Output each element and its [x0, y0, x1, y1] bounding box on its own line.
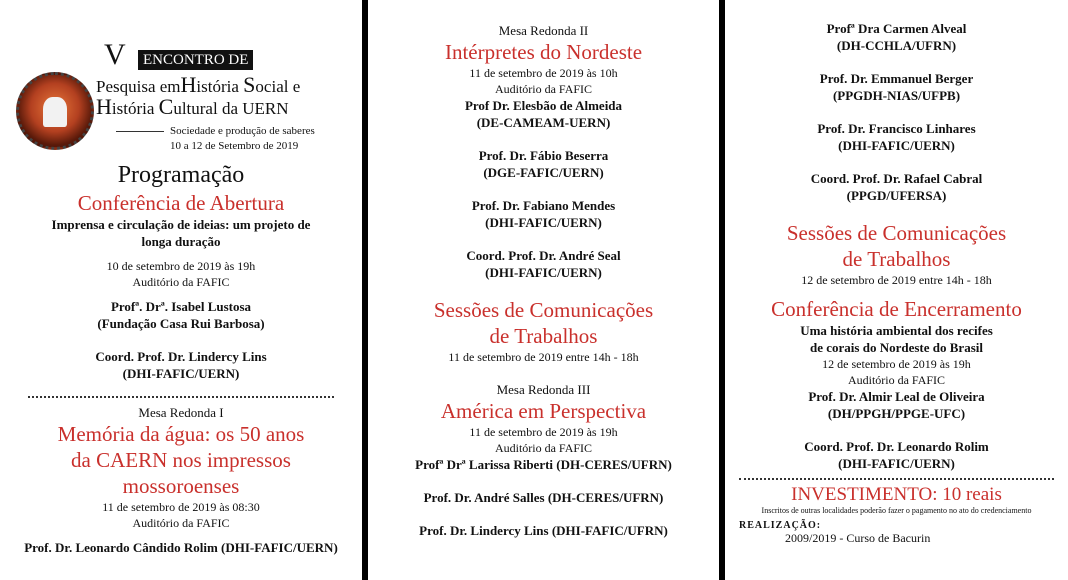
speaker-name: Prof. Dr. Emmanuel Berger: [819, 71, 974, 86]
sessoes-date: 11 de setembro de 2019 entre 14h - 18h: [448, 350, 639, 364]
encerramento-date: 12 de setembro de 2019 às 19h: [822, 357, 971, 371]
speaker-institution: (DHI-FAFIC/UERN): [838, 138, 955, 153]
programacao-heading: Programação: [117, 162, 245, 188]
encerramento-subtitle: Uma história ambiental dos recifes: [800, 323, 993, 338]
speaker-institution: (DHI-FAFIC/UERN): [485, 265, 602, 280]
abertura-place: Auditório da FAFIC: [132, 275, 230, 289]
encerramento-subtitle: de corais do Nordeste do Brasil: [810, 340, 983, 355]
speaker-institution: (PPGD/UFERSA): [846, 188, 947, 203]
uern-seal-logo: [16, 72, 94, 150]
mesa-1-label: Mesa Redonda I: [138, 405, 224, 420]
event-header: [0, 0, 362, 160]
investimento-heading: INVESTIMENTO: 10 reais: [791, 484, 1002, 505]
speaker-name: Prof. Dr. Francisco Linhares: [817, 121, 976, 136]
mesa-2-label: Mesa Redonda II: [498, 23, 589, 38]
edition-numeral: V: [104, 38, 126, 71]
speaker-institution: (DHI-FAFIC/UERN): [122, 366, 240, 381]
encerramento-place: Auditório da FAFIC: [847, 373, 946, 387]
speaker-name: Coord. Prof. Dr. André Seal: [466, 248, 621, 263]
speaker-name: Profª Dra Carmen Alveal: [826, 21, 967, 36]
realizacao-line: 2009/2019 - Curso de Bacurin: [785, 531, 931, 545]
event-dates: 10 a 12 de Setembro de 2019: [170, 140, 299, 152]
event-banner: ENCONTRO DE: [138, 50, 253, 70]
investimento-note: Inscritos de outras localidades poderão fazer o pagamento no ato do credenciamento: [761, 506, 1032, 515]
event-title-line-1: Pesquisa emHistória Social e: [96, 72, 301, 97]
column-3: [725, 0, 1068, 580]
abertura-subtitle-1: Imprensa e circulação de ideias: um projeto de: [51, 217, 311, 232]
speaker-institution: (DE-CAMEAM-UERN): [476, 115, 611, 130]
speaker-institution: (Fundação Casa Rui Barbosa): [97, 316, 265, 331]
column-1: [0, 0, 362, 580]
mesa-3-date: 11 de setembro de 2019 às 19h: [469, 425, 618, 439]
speaker-name: Coord. Prof. Dr. Leonardo Rolim: [804, 439, 989, 454]
mesa-1-date: 11 de setembro de 2019 às 08:30: [102, 500, 260, 514]
sessoes-title-line: de Trabalhos: [842, 247, 951, 271]
speaker-name: Prof. Dr. Fábio Beserra: [478, 148, 609, 163]
mesa-3-label: Mesa Redonda III: [496, 382, 591, 397]
speaker-name: Coord. Prof. Dr. Lindercy Lins: [95, 349, 267, 364]
mesa-2-place: Auditório da FAFIC: [494, 82, 593, 96]
mesa-1-title-line: Memória da água: os 50 anos: [57, 422, 305, 446]
speaker-institution: (DGE-FAFIC/UERN): [483, 165, 604, 180]
speaker-name: Coord. Prof. Dr. Rafael Cabral: [810, 171, 983, 186]
speaker-name: Prof. Dr. André Salles (DH-CERES/UFRN): [423, 490, 664, 505]
speaker-institution: (DHI-FAFIC/UERN): [838, 456, 955, 471]
speaker-institution: (DH-CCHLA/UFRN): [836, 38, 957, 53]
speaker-institution: (DHI-FAFIC/UERN): [485, 215, 602, 230]
speaker-name: Prof. Dr. Fabiano Mendes: [471, 198, 616, 213]
sessoes-date: 12 de setembro de 2019 entre 14h - 18h: [801, 273, 992, 287]
mesa-1-title-line: mossoroenses: [122, 474, 240, 498]
encerramento-title: Conferência de Encerramento: [771, 297, 1022, 321]
speaker-name: Profª Drª Larissa Riberti (DH-CERES/UFRN): [415, 457, 672, 472]
realizacao-label: REALIZAÇÃO:: [739, 520, 822, 531]
mesa-1-place: Auditório da FAFIC: [132, 516, 230, 530]
mesa-1-title-line: da CAERN nos impressos: [71, 448, 291, 472]
speaker-name: Prof. Dr. Lindercy Lins (DHI-FAFIC/UFRN): [419, 523, 668, 538]
speaker-name: Prof Dr. Elesbão de Almeida: [464, 98, 623, 113]
speaker-name: Prof. Dr. Leonardo Cândido Rolim (DHI-FAFIC/UERN): [24, 540, 338, 555]
abertura-date: 10 de setembro de 2019 às 19h: [106, 259, 256, 273]
column-2: [368, 0, 719, 580]
speaker-name: Profª. Drª. Isabel Lustosa: [110, 299, 252, 314]
mesa-2-title: Intérpretes do Nordeste: [444, 40, 643, 64]
speaker-institution: (DH/PPGH/PPGE-UFC): [827, 406, 966, 421]
sessoes-title-line: de Trabalhos: [489, 324, 598, 348]
mesa-3-place: Auditório da FAFIC: [494, 441, 593, 455]
mesa-2-date: 11 de setembro de 2019 às 10h: [469, 66, 618, 80]
dotted-divider: [28, 396, 334, 398]
abertura-title: Conferência de Abertura: [77, 191, 285, 215]
event-title-line-2: História Cultural da UERN: [96, 94, 289, 119]
event-tagline: Sociedade e produção de saberes: [170, 125, 315, 137]
dotted-divider: [739, 478, 1054, 480]
speaker-name: Prof. Dr. Almir Leal de Oliveira: [808, 389, 985, 404]
sessoes-title-line: Sessões de Comunicações: [786, 221, 1007, 245]
speaker-institution: (PPGDH-NIAS/UFPB): [832, 88, 961, 103]
mesa-3-title: América em Perspectiva: [440, 399, 647, 423]
sessoes-title-line: Sessões de Comunicações: [433, 298, 654, 322]
abertura-subtitle-2: longa duração: [141, 234, 221, 249]
